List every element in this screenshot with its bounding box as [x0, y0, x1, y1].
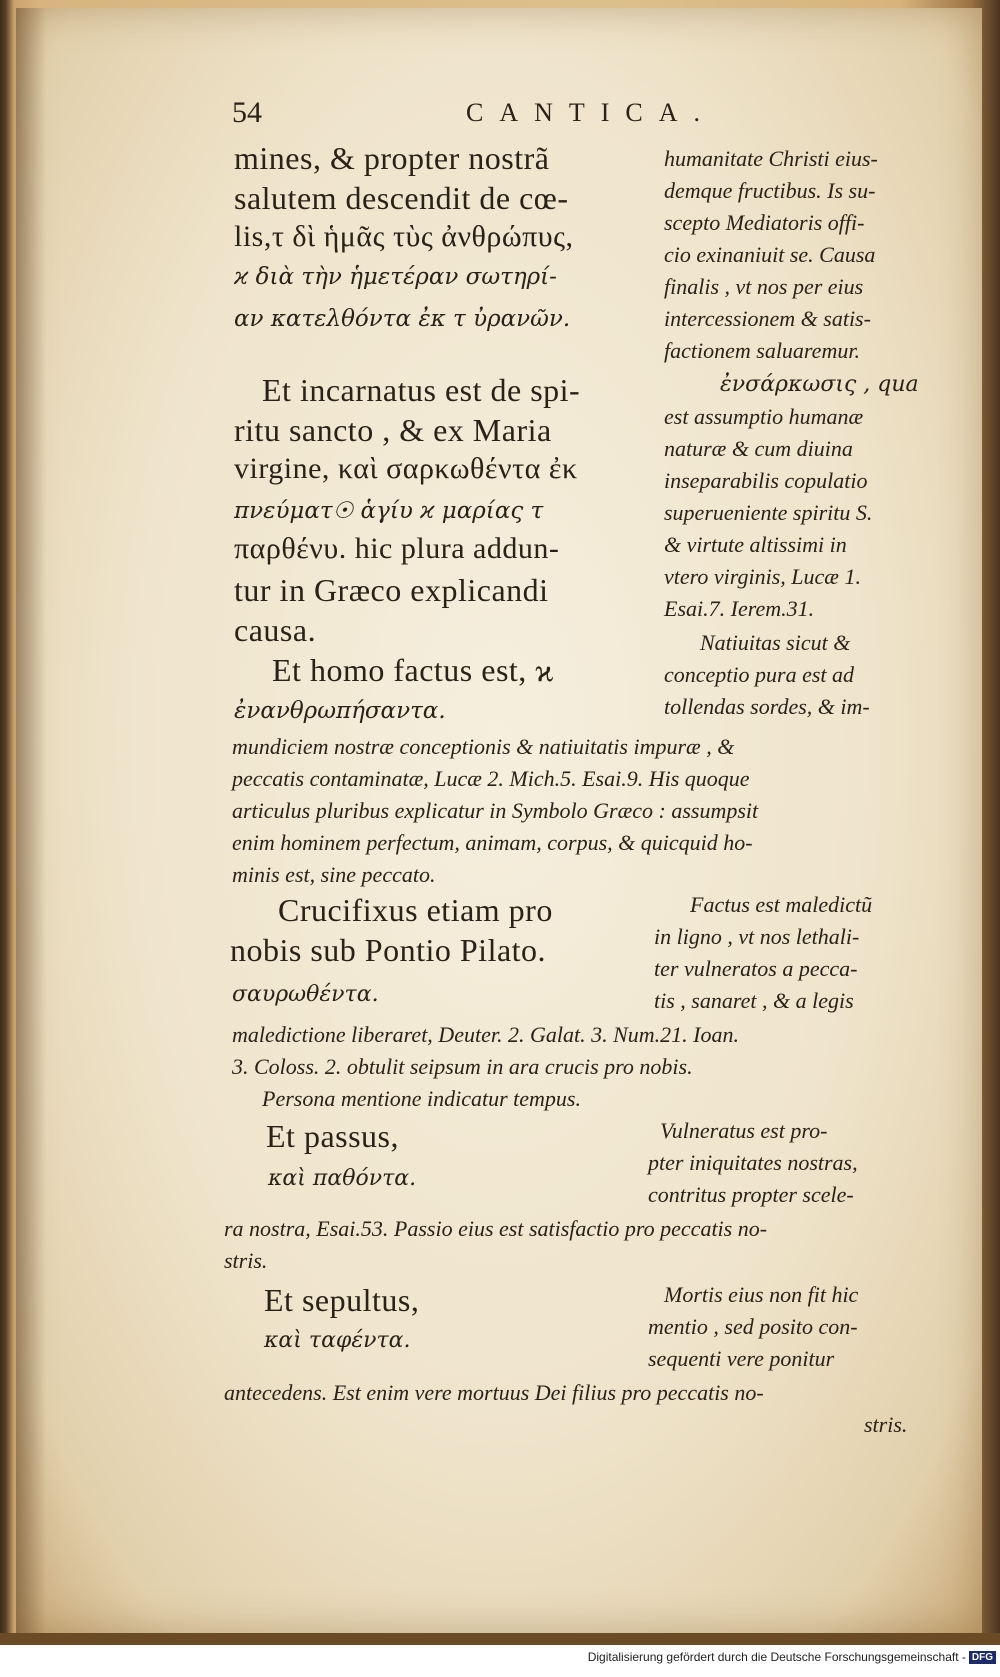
right-line: finalis , vt nos per eius — [664, 274, 864, 299]
left-line: Et sepultus, — [264, 1282, 420, 1318]
left-line: ritu sancto , & ex Maria — [234, 412, 552, 448]
right-line: humanitate Christi eius- — [664, 146, 878, 171]
left-line-greek: αν κατελθόντα ἐκ τ ὐρανῶν. — [234, 306, 571, 332]
right-line: Vulneratus est pro- — [660, 1118, 828, 1143]
left-line-greek: καὶ ταφέντα. — [264, 1328, 411, 1353]
left-line-greek: ϰ διὰ τὴν ἡμετέραν σωτηρί- — [234, 264, 557, 290]
digitization-footer — [588, 1650, 996, 1664]
right-line: tis , sanaret , & a legis — [654, 988, 854, 1013]
full-width-line: stris. — [224, 1248, 268, 1273]
right-line: superueniente spiritu S. — [664, 500, 873, 525]
right-line: in ligno , vt nos lethali- — [654, 924, 860, 949]
running-title: CANTICA. — [466, 98, 717, 127]
right-line: demque fructibus. Is su- — [664, 178, 876, 203]
left-line-greek: σαυρωθέντα. — [232, 982, 379, 1007]
left-line: Et passus, — [266, 1118, 399, 1154]
left-line-greek: καὶ παθόντα. — [268, 1166, 417, 1191]
left-line: mines, & propter nostrã — [234, 140, 550, 176]
right-line: cio exinaniuit se. Causa — [664, 242, 876, 267]
right-line: naturæ & cum diuina — [664, 436, 853, 461]
right-line: ter vulneratos a pecca- — [654, 956, 858, 981]
left-line: παρθένυ. hic plura addun- — [234, 532, 560, 565]
right-line: sequenti vere ponitur — [648, 1346, 835, 1371]
full-width-line: peccatis contaminatæ, Lucæ 2. Mich.5. Esai.9. His quoque — [232, 766, 750, 791]
dfg-logo: DFG — [969, 1651, 996, 1664]
page-gutter-shadow — [16, 8, 46, 1633]
left-line-greek: πνεύματ☉ ἁγίυ ϰ μαρίας τ — [234, 498, 544, 524]
left-line: virgine, καὶ σαρκωθέντα ἐκ — [234, 452, 578, 485]
full-width-line: ra nostra, Esai.53. Passio eius est satisfactio pro peccatis no- — [224, 1216, 768, 1241]
full-width-line: mundiciem nostræ conceptionis & natiuitatis impuræ , & — [232, 734, 735, 759]
right-line: vtero virginis, Lucæ 1. — [664, 564, 861, 589]
page-bottom-edge — [0, 1633, 1000, 1645]
right-line: Mortis eius non fit hic — [664, 1282, 859, 1307]
right-line: tollendas sordes, & im- — [664, 694, 870, 719]
left-line: salutem descendit de cœ- — [234, 180, 569, 216]
full-width-line: Persona mentione indicatur tempus. — [262, 1086, 581, 1111]
right-line: factionem saluaremur. — [664, 338, 860, 363]
left-line-greek: ἐνανθρωπήσαντα. — [234, 698, 446, 724]
full-width-line: stris. — [864, 1412, 908, 1437]
right-line: Esai.7. Ierem.31. — [664, 596, 815, 621]
left-line: Et incarnatus est de spi- — [262, 372, 581, 408]
right-line: inseparabilis copulatio — [664, 468, 868, 493]
full-width-line: maledictione liberaret, Deuter. 2. Galat. 3. Num.21. Ioan. — [232, 1022, 739, 1047]
footer-text: Digitalisierung gefördert durch die Deutsche Forschungsgemeinschaft - — [587, 1650, 966, 1664]
full-width-line: minis est, sine peccato. — [232, 862, 436, 887]
left-line: Crucifixus etiam pro — [278, 892, 553, 928]
full-width-line: 3. Coloss. 2. obtulit seipsum in ara crucis pro nobis. — [232, 1054, 693, 1079]
left-line: lis,τ δὶ ἡμᾶς τὺς ἀνθρώπυς, — [234, 220, 574, 253]
right-line: pter iniquitates nostras, — [648, 1150, 858, 1175]
right-line: conceptio pura est ad — [664, 662, 855, 687]
right-line: est assumptio humanæ — [664, 404, 864, 429]
left-line: nobis sub Pontio Pilato. — [230, 932, 547, 968]
right-line: & virtute altissimi in — [664, 532, 847, 557]
page-number: 54 — [232, 96, 262, 129]
right-line: mentio , sed posito con- — [648, 1314, 858, 1339]
right-line: Factus est maledictũ — [690, 892, 873, 917]
right-line: contritus propter scele- — [648, 1182, 854, 1207]
right-line: scepto Mediatoris offi- — [664, 210, 865, 235]
left-line: Et homo factus est, ϰ — [272, 652, 554, 688]
full-width-line: antecedens. Est enim vere mortuus Dei filius pro peccatis no- — [224, 1380, 764, 1405]
full-width-line: articulus pluribus explicatur in Symbolo Græco : assumpsit — [232, 798, 759, 823]
left-line: tur in Græco explicandi — [234, 572, 549, 608]
right-line: intercessionem & satis- — [664, 306, 871, 331]
right-line: Natiuitas sicut & — [700, 630, 851, 655]
left-line: causa. — [234, 612, 317, 648]
right-line-greek: ἐνσάρκωσις , qua — [720, 372, 919, 397]
full-width-line: enim hominem perfectum, animam, corpus, & quicquid ho- — [232, 830, 753, 855]
